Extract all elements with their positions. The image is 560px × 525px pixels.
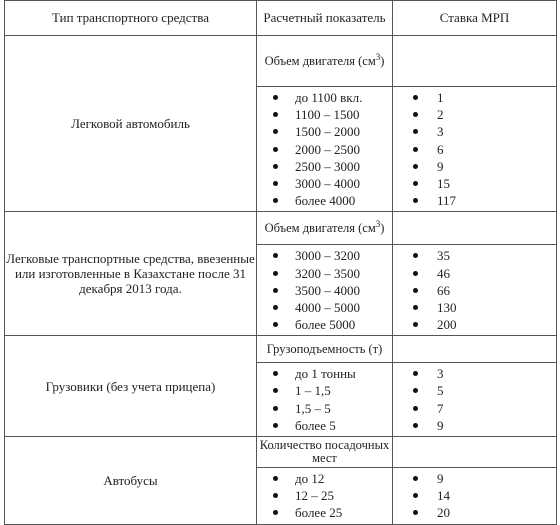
- group-header-row: [5, 36, 557, 87]
- bus-type-cell: Автобусы: [5, 437, 257, 525]
- rate-value: 9: [437, 158, 444, 174]
- range-value: 1100 – 1500: [295, 107, 360, 123]
- bullet-icon: [413, 493, 418, 498]
- parameter-label-tail: ): [380, 53, 385, 68]
- list-item: [257, 141, 392, 158]
- list-item: [257, 123, 392, 140]
- range-value: более 25: [295, 505, 343, 521]
- range-value: до 12: [295, 471, 325, 486]
- list-item: [257, 417, 392, 434]
- rate-value: 20: [437, 505, 450, 521]
- bullet-icon: [273, 198, 278, 203]
- list-item: [393, 89, 556, 106]
- list-item: [393, 265, 556, 282]
- rate-value: 14: [437, 488, 450, 504]
- range-value: 3000 – 3200: [295, 248, 360, 264]
- passenger-car-type-cell: Легковой автомобиль: [5, 36, 257, 212]
- list-item: [257, 282, 392, 299]
- rate-list: [393, 468, 556, 524]
- list-item: [393, 175, 556, 192]
- rate-value: 35: [437, 248, 450, 264]
- list-item: [257, 487, 392, 504]
- rate-value: 15: [437, 175, 450, 191]
- imported-passenger-car-rates-cell: [393, 245, 557, 336]
- bullet-icon: [273, 388, 278, 393]
- rate-value: 3: [437, 366, 444, 382]
- rate-list: [393, 363, 556, 436]
- transport-tax-rate-table: [4, 0, 557, 525]
- passenger-car-rate-header-blank: [393, 36, 557, 87]
- bullet-icon: [273, 406, 278, 411]
- passenger-car-rates-cell: [393, 87, 557, 212]
- list-item: [257, 158, 392, 175]
- bullet-icon: [273, 147, 278, 152]
- rate-value: 3: [437, 124, 444, 140]
- imported-passenger-car-ranges-cell: [257, 245, 393, 336]
- rate-value: 9: [437, 417, 444, 433]
- rate-list: [393, 245, 556, 335]
- bullet-icon: [413, 147, 418, 152]
- table-header-row: [5, 1, 557, 36]
- imported-passenger-car-parameter-cell: [257, 212, 393, 245]
- rate-value: 9: [437, 471, 444, 486]
- range-value: 1 – 1,5: [295, 383, 331, 399]
- bullet-icon: [413, 371, 418, 376]
- group-header-row: [5, 336, 557, 363]
- bullet-icon: [413, 95, 418, 100]
- bus-parameter-cell: [257, 437, 393, 468]
- range-value: 1,5 – 5: [295, 400, 331, 416]
- bullet-icon: [413, 198, 418, 203]
- bus-rate-header-blank: [393, 437, 557, 468]
- rate-value: 5: [437, 383, 444, 399]
- range-value: 4000 – 5000: [295, 299, 360, 315]
- bullet-icon: [273, 322, 278, 327]
- list-item: [393, 299, 556, 316]
- bullet-icon: [273, 371, 278, 376]
- bullet-icon: [413, 510, 418, 515]
- bullet-icon: [413, 129, 418, 134]
- list-item: [257, 89, 392, 106]
- range-value: до 1100 вкл.: [295, 90, 363, 105]
- bullet-icon: [273, 253, 278, 258]
- parameter-label: Грузоподъемность (т): [266, 341, 383, 356]
- list-item: [393, 504, 556, 521]
- parameter-label-tail: ): [380, 220, 385, 235]
- parameter-label: Количество посадочных мест: [259, 438, 390, 465]
- range-value: более 5000: [295, 317, 356, 333]
- rate-value: 6: [437, 141, 444, 157]
- rate-value: 7: [437, 400, 444, 416]
- rate-value: 200: [437, 317, 457, 333]
- list-item: [393, 123, 556, 140]
- range-list: [257, 87, 392, 211]
- bullet-icon: [413, 288, 418, 293]
- list-item: [393, 192, 556, 209]
- bullet-icon: [273, 112, 278, 117]
- parameter-label: Объем двигателя (см: [264, 220, 376, 235]
- rate-value: 1: [437, 90, 444, 105]
- list-item: [393, 141, 556, 158]
- truck-ranges-cell: [257, 363, 393, 437]
- bullet-icon: [413, 388, 418, 393]
- rate-value: 117: [437, 193, 457, 209]
- header-calculated-indicator: Расчетный показатель: [257, 1, 393, 36]
- parameter-label: Объем двигателя (см: [264, 53, 376, 68]
- list-item: [257, 504, 392, 521]
- range-value: 1500 – 2000: [295, 124, 360, 140]
- range-value: более 4000: [295, 193, 356, 209]
- list-item: [257, 106, 392, 123]
- bullet-icon: [413, 406, 418, 411]
- range-list: [257, 245, 392, 335]
- header-vehicle-type: Тип транспортного средства: [5, 1, 257, 36]
- list-item: [257, 299, 392, 316]
- truck-parameter-cell: [257, 336, 393, 363]
- imported-passenger-car-type-cell: Легковые транспортные средства, ввезенные или изготовленные в Казахстане после 31 декабря 2013 года.: [5, 212, 257, 336]
- parameter-unit-superscript: 3: [375, 218, 381, 229]
- bullet-icon: [413, 322, 418, 327]
- bullet-icon: [273, 164, 278, 169]
- rate-list: [393, 87, 556, 211]
- bullet-icon: [273, 305, 278, 310]
- range-list: [257, 468, 392, 524]
- rate-value: 66: [437, 282, 450, 298]
- list-item: [257, 247, 392, 264]
- list-item: [257, 175, 392, 192]
- list-item: [257, 365, 392, 382]
- range-value: 3000 – 4000: [295, 175, 360, 191]
- bullet-icon: [273, 423, 278, 428]
- imported-passenger-car-rate-header-blank: [393, 212, 557, 245]
- list-item: [257, 470, 392, 487]
- range-value: 12 – 25: [295, 488, 334, 504]
- bullet-icon: [413, 423, 418, 428]
- list-item: [393, 316, 556, 333]
- list-item: [257, 265, 392, 282]
- bullet-icon: [273, 271, 278, 276]
- bullet-icon: [413, 181, 418, 186]
- list-item: [257, 192, 392, 209]
- list-item: [393, 382, 556, 399]
- group-header-row: [5, 437, 557, 468]
- bullet-icon: [273, 95, 278, 100]
- list-item: [393, 247, 556, 264]
- bus-rates-cell: [393, 468, 557, 525]
- bullet-icon: [413, 476, 418, 481]
- list-item: [257, 382, 392, 399]
- rate-value: 46: [437, 265, 450, 281]
- range-value: более 5: [295, 417, 336, 433]
- range-list: [257, 363, 392, 436]
- bullet-icon: [273, 493, 278, 498]
- bullet-icon: [273, 181, 278, 186]
- bullet-icon: [273, 129, 278, 134]
- list-item: [393, 417, 556, 434]
- bullet-icon: [413, 271, 418, 276]
- range-value: 2000 – 2500: [295, 141, 360, 157]
- list-item: [393, 487, 556, 504]
- rate-value: 130: [437, 299, 457, 315]
- passenger-car-ranges-cell: [257, 87, 393, 212]
- group-header-row: [5, 212, 557, 245]
- header-mrp-rate: Ставка МРП: [393, 1, 557, 36]
- bullet-icon: [273, 510, 278, 515]
- range-value: 3500 – 4000: [295, 282, 360, 298]
- range-value: до 1 тонны: [295, 366, 356, 382]
- parameter-unit-superscript: 3: [375, 51, 381, 62]
- truck-rates-cell: [393, 363, 557, 437]
- list-item: [257, 316, 392, 333]
- bullet-icon: [273, 476, 278, 481]
- range-value: 3200 – 3500: [295, 265, 360, 281]
- list-item: [393, 282, 556, 299]
- list-item: [393, 365, 556, 382]
- list-item: [393, 106, 556, 123]
- bullet-icon: [273, 288, 278, 293]
- list-item: [393, 158, 556, 175]
- bus-ranges-cell: [257, 468, 393, 525]
- bullet-icon: [413, 305, 418, 310]
- bullet-icon: [413, 112, 418, 117]
- range-value: 2500 – 3000: [295, 158, 360, 174]
- truck-type-cell: Грузовики (без учета прицепа): [5, 336, 257, 437]
- bullet-icon: [413, 164, 418, 169]
- bullet-icon: [413, 253, 418, 258]
- list-item: [257, 400, 392, 417]
- truck-rate-header-blank: [393, 336, 557, 363]
- passenger-car-parameter-cell: [257, 36, 393, 87]
- rate-value: 2: [437, 107, 444, 123]
- list-item: [393, 470, 556, 487]
- list-item: [393, 400, 556, 417]
